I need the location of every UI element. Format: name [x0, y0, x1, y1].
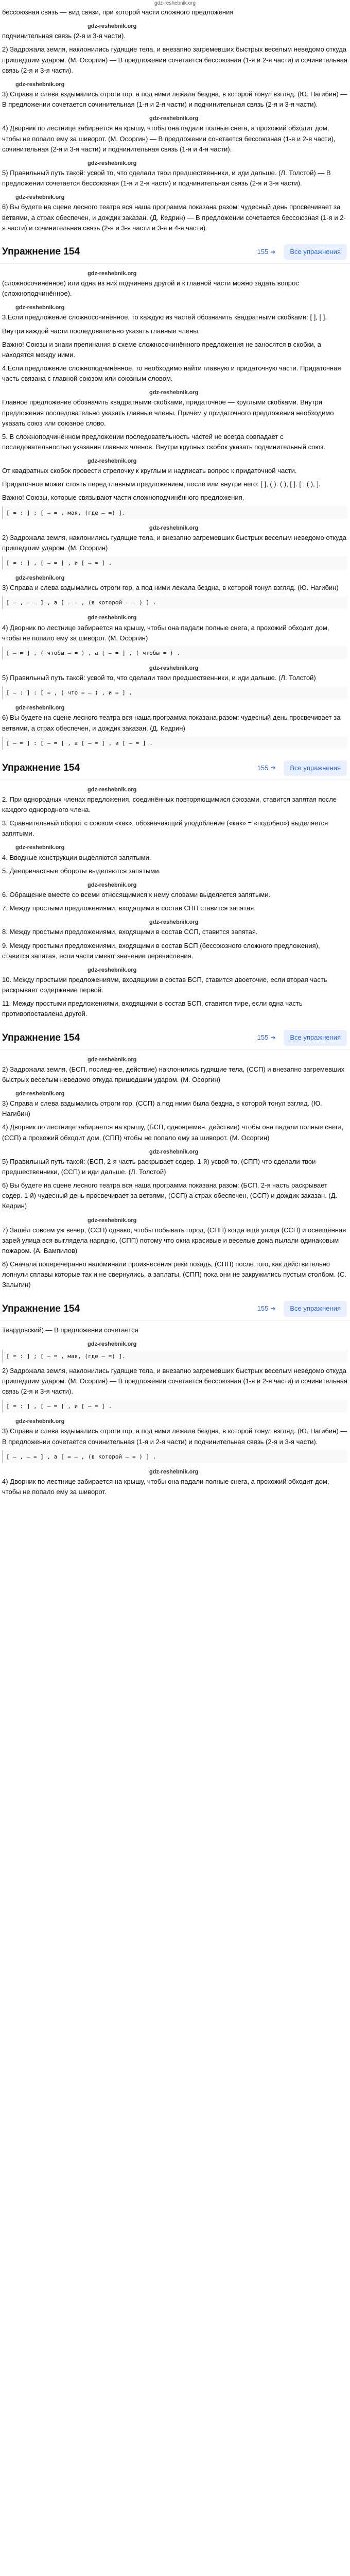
- list-item: 3) Справа и слева вздымались отроги гор, а под ними лежала бездна, в которой тонул взгляд. (Ю. Нагибин): [2, 584, 339, 592]
- watermark: gdz-reshebnik.org: [87, 23, 137, 30]
- list-item: 4) Дворник по лестнице забирается на крышу, чтобы она падали полные снега, а прохожий обходит дом, чтобы не попало ему за шиворот.: [2, 1477, 329, 1496]
- next-exercise-number: 155: [257, 764, 269, 772]
- list-item: 3) Справа и слева вздымались отроги гор, а под ними лежала бездна, в которой тонул взгляд. (Ю. Нагибин) — В предложении сочетается сочинительная (1-я и 2-я части) и подчинительная связь (2-я и 3-я части).: [2, 90, 347, 109]
- header-actions: [253, 1301, 350, 1316]
- sentence-scheme: [ = : ] ; [ — = , мая, (где — =) ].: [2, 506, 348, 519]
- watermark: gdz-reshebnik.org: [87, 458, 137, 465]
- section-4: [0, 1054, 350, 1291]
- watermark: gdz-reshebnik.org: [87, 615, 137, 621]
- watermark: gdz-reshebnik.org: [87, 160, 137, 166]
- watermark: gdz-reshebnik.org: [15, 194, 65, 201]
- exercise-header: [0, 757, 350, 780]
- list-item: 2) Задрожала земля, (БСП, последнее, действие) наклонились гудящие тела, (ССП) и внезапно загремевших быстрых веселым неведомо откуда пришедшим ударом. (М. Осоргин): [2, 1065, 345, 1083]
- list-item: 2) Задрожала земля, наклонились гудящие тела, и внезапно загремевших быстрых веселым неведомо откуда пришедшим ударом. (М. Осоргин): [2, 533, 347, 552]
- watermark: gdz-reshebnik.org: [15, 81, 65, 88]
- watermark: gdz-reshebnik.org: [87, 786, 137, 793]
- paragraph: 4.Если предложение сложноподчинённое, то необходимо найти главную и придаточную части. Придаточная часть связана с главной союзом или союзным словом.: [2, 364, 341, 383]
- sentence-scheme: [ — = ] : [ — = ] , а [ — = ] , и [ — = ] .: [2, 737, 348, 750]
- next-exercise-button[interactable]: [253, 1030, 280, 1045]
- arrow-right-icon: ➔: [270, 248, 276, 256]
- arrow-right-icon: ➔: [270, 764, 276, 772]
- sentence-scheme: [ — , — = ] , а [ = — , (в которой — = ) ] .: [2, 1450, 348, 1463]
- list-item: 5) Правильный путь такой: усвой то, что сделали твои предшественники, и иди дальше. (Л. Толстой): [2, 674, 316, 682]
- watermark: gdz-reshebnik.org: [87, 1217, 137, 1224]
- list-item: 6) Вы будете на сцене лесного театра вся наша программа показана разом: чудесный день просвечивает за ветвями, а страх обеспечен, и дождик заказан. (Д. Кедрин): [2, 714, 341, 732]
- paragraph: Придаточное может стоять перед главным предложением, после или внутри него: [ ], ( ). ( ), [ ]. [ , ( ), ].: [2, 480, 321, 488]
- header-actions: [253, 244, 350, 260]
- list-item: 7) Зашёл совсем уж вечер, (ССП) однако, чтобы побывать город, (СПП) когда ещё улица (ССП) и освещённая зарей улица вся выглядела нарядно, (СПП) потому что окна красивые и веселые дома пылали одинаковым пожаром. (А. Вампилов): [2, 1226, 346, 1255]
- list-item: 4) Дворник по лестнице забирается на крышу, (БСП, одновремен. действие) чтобы она падали полные снега, (ССП) а прохожий обходит дом, (СПП) чтобы не попало ему за шиворот. (М. Осоргин): [2, 1123, 344, 1142]
- paragraph: (сложносочинённое) или одна из них подчинена другой и к главной части можно задать вопрос (сложноподчинённое).: [2, 279, 299, 298]
- watermark: gdz-reshebnik.org: [149, 665, 199, 671]
- list-item: 4) Дворник по лестнице забирается на крышу, чтобы она падали полные снега, а прохожий обходит дом, чтобы не попало ему за шиворот. (М. Осоргин): [2, 623, 329, 642]
- paragraph: Внутри каждой части последовательно указать главные члены.: [2, 327, 200, 335]
- exercise-title: Упражнение 154: [2, 1032, 80, 1043]
- sentence-scheme: [ = : ] , [ — = ] , и [ — = ] .: [2, 556, 348, 569]
- next-exercise-number: 155: [257, 1033, 269, 1042]
- paragraph: бессоюзная связь — вид связи, при которой части сложного предложения: [2, 8, 234, 16]
- watermark: gdz-reshebnik.org: [15, 304, 65, 311]
- list-item: 5) Правильный путь такой: усвой то, что сделали твои предшественники, и иди дальше. (Л. Толстой) — В предложении сочетается бессоюзная (1-я и 2-я части) и подчинительная связь (2-я и 3-я части).: [2, 168, 331, 188]
- list-item: 3) Справа и слева вздымались отроги гор, (ССП) а под ними была бездна, в которой тонул взгляд. (Ю. Нагибин): [2, 1099, 322, 1118]
- paragraph: 3. Сравнительный оборот с союзом «как», обозначающий уподобление («как» = «подобно») выделяется запятыми.: [2, 819, 328, 838]
- watermark: gdz-reshebnik.org: [15, 1418, 65, 1425]
- sentence-scheme: [ = : ] ; [ — = , мая, (где — =) ].: [2, 1350, 348, 1363]
- list-item: 5) Правильный путь такой: (БСП, 2-я часть раскрывает содер. 1-й) усвой то, (СПП) что сделали твои предшественники, (ССП) и иди дальше. (Л. Толстой): [2, 1157, 316, 1176]
- list-item: 6) Вы будете на сцене лесного театра вся наша программа показана разом: (БСП, 2-я часть раскрывает содер. 1-й) чудесный день просвечивает за ветвями, (ССП) а страх обеспечен, (ССП) и дождик заказан. (Д. Кедрин): [2, 1181, 338, 1210]
- section-2: [0, 268, 350, 750]
- section-1: [0, 7, 350, 233]
- watermark: gdz-reshebnik.org: [15, 705, 65, 711]
- next-exercise-number: 155: [257, 1304, 269, 1313]
- paragraph: От квадратных скобок провести стрелочку к круглым и надписать вопрос к придаточной части.: [2, 467, 297, 475]
- paragraph: 11. Между простыми предложениями, входящими в состав БСП, ставится тире, если одна часть противопоставлена другой.: [2, 999, 303, 1018]
- watermark: gdz-reshebnik.org: [15, 575, 65, 582]
- paragraph: 10. Между простыми предложениями, входящими в состав БСП, ставится двоеточие, если вторая часть раскрывает содержание первой.: [2, 975, 327, 994]
- watermark: gdz-reshebnik.org: [87, 1341, 137, 1347]
- list-item: 2) Задрожала земля, наклонились гудящие тела, и внезапно загремевших быстрых веселым неведомо откуда пришедшим ударом. (М. Осоргин) — В предложении сочетается бессоюзная (1-я и 2-я части) и сочинительная связь (2-я и 3-я части).: [2, 45, 347, 74]
- sentence-scheme: [ = : ] , [ — = ] , и [ — = ] .: [2, 1400, 348, 1413]
- paragraph: 9. Между простыми предложениями, входящими в состав БСП (бессоюзного сложного предложения), ставится запятая, если части имеют значение перечисления.: [2, 941, 320, 960]
- watermark: gdz-reshebnik.org: [15, 844, 65, 851]
- watermark: gdz-reshebnik.org: [87, 882, 137, 888]
- paragraph: 7. Между простыми предложениями, входящими в состав СПП ставится запятая.: [2, 904, 256, 912]
- paragraph: 2. При однородных членах предложения, соединённых повторяющимися союзами, ставится запятая после каждого однородного члена.: [2, 795, 337, 814]
- next-exercise-button[interactable]: [253, 244, 280, 260]
- paragraph: 6. Обращение вместе со всеми относящимися к нему словами выделяется запятыми.: [2, 891, 271, 899]
- sentence-scheme: [ — = ] , ( чтобы — = ) , а [ — = ] , ( чтобы = ) .: [2, 647, 348, 659]
- section-5: [0, 1325, 350, 1498]
- paragraph: Важно! Союзы и знаки препинания в схеме сложносочинённого предложения не заносятся в скобки, а находятся между ними.: [2, 340, 322, 359]
- exercise-header: [0, 241, 350, 264]
- exercise-title: Упражнение 154: [2, 762, 80, 774]
- watermark: gdz-reshebnik.org: [87, 1056, 137, 1063]
- sentence-scheme: [ — , — = ] , а [ = — , (в которой — = ) ] .: [2, 596, 348, 609]
- paragraph: Твардовский) — В предложении сочетается: [2, 1326, 138, 1334]
- next-exercise-button[interactable]: [253, 1301, 280, 1316]
- watermark: gdz-reshebnik.org: [149, 115, 199, 122]
- watermark: gdz-reshebnik.org: [149, 1468, 199, 1475]
- next-exercise-button[interactable]: [253, 760, 280, 776]
- paragraph: подчинительная связь (2-я и 3-я части).: [2, 32, 126, 40]
- header-actions: [253, 760, 350, 776]
- list-item: 6) Вы будете на сцене лесного театра вся наша программа показана разом: чудесный день просвечивает за ветвями, а страх обеспечен, и дождик заказан. (Д. Кедрин) — В предложении сочетается бессоюзная (1-я и 2-я части) и сочинительная связь (2-я и 3-я части и 3-я и 4-я части).: [2, 203, 346, 232]
- watermark: gdz-reshebnik.org: [149, 1148, 199, 1155]
- all-exercises-button[interactable]: Все упражнения: [284, 1301, 347, 1316]
- watermark: gdz-reshebnik.org: [87, 270, 137, 277]
- all-exercises-button[interactable]: Все упражнения: [284, 244, 347, 260]
- list-item: 3) Справа и слева вздымались отроги гор, а под ними лежала бездна, в которой тонул взгляд. (Ю. Нагибин) — В предложении сочетается сочинительная (1-я и 2-я части) и подчинительная связь (2-я и 3-я части).: [2, 1427, 347, 1446]
- all-exercises-button[interactable]: Все упражнения: [284, 760, 347, 776]
- top-watermark: gdz-reshebnik.org: [154, 1, 196, 6]
- watermark: gdz-reshebnik.org: [87, 967, 137, 973]
- watermark: gdz-reshebnik.org: [149, 524, 199, 531]
- list-item: 8) Сначала поперечеранно напоминали произнесения реки позадь, (СПП) после того, как действительно лопнули сплавы которые так и не свернулись, а заплаты, (СПП) пока они не закружились пустым столбом. (С. Залыгин): [2, 1260, 346, 1289]
- exercise-header: [0, 1298, 350, 1321]
- paragraph: Главное предложение обозначить квадратными скобками, придаточное — круглыми скобками. Внутри предложения последовательно указать главные члены. Причём у придаточного предложения необходимо указать союз или союзное слово.: [2, 398, 334, 427]
- paragraph: 4. Вводные конструкции выделяются запятыми.: [2, 853, 151, 861]
- watermark: gdz-reshebnik.org: [149, 919, 199, 926]
- arrow-right-icon: ➔: [270, 1034, 276, 1042]
- exercise-title: Упражнение 154: [2, 246, 80, 258]
- watermark: gdz-reshebnik.org: [15, 1090, 65, 1097]
- all-exercises-button[interactable]: Все упражнения: [284, 1030, 347, 1045]
- paragraph: 5. Деепричастные обороты выделяются запятыми.: [2, 867, 161, 875]
- section-3: [0, 784, 350, 1020]
- paragraph: 8. Между простыми предложениями, входящими в состав ССП, ставится запятая.: [2, 928, 258, 936]
- list-item: 2) Задрожала земля, наклонились гудящие тела, и внезапно загремевших быстрых веселым неведомо откуда пришедшим ударом. (М. Осоргин) — В предложении сочетается бессоюзная (1-я и 2-я части) и сочинительная связь (2-я и 3-я части).: [2, 1366, 347, 1396]
- paragraph: 3.Если предложение сложносочинённое, то каждую из частей обозначить квадратными скобками: [ ], [ ].: [2, 313, 327, 321]
- header-actions: [253, 1030, 350, 1045]
- next-exercise-number: 155: [257, 247, 269, 256]
- exercise-header: [0, 1027, 350, 1050]
- exercise-title: Упражнение 154: [2, 1303, 80, 1314]
- watermark: gdz-reshebnik.org: [149, 389, 199, 396]
- paragraph: Важно! Союзы, которые связывают части сложноподчинённого предложения,: [2, 494, 244, 502]
- sentence-scheme: [ — : ] : [ = , ( что = — ) , и = ] .: [2, 686, 348, 699]
- paragraph: 5. В сложноподчинённом предложении последовательность частей не всегда совпадает с последовательностью указания главных членов. Внутри крупных скобок указать подчинительный союз.: [2, 432, 325, 451]
- list-item: 4) Дворник по лестнице забирается на крышу, чтобы она падали полные снега, а прохожий обходит дом, чтобы не попало ему за шиворот. (М. Осоргин) — В предложении сочетается бессоюзная (1-я и 2-я части), сочинительная (2-я и 3-я части) и подчинительная связь (1-я и 4-я части).: [2, 124, 336, 153]
- arrow-right-icon: ➔: [270, 1305, 276, 1313]
